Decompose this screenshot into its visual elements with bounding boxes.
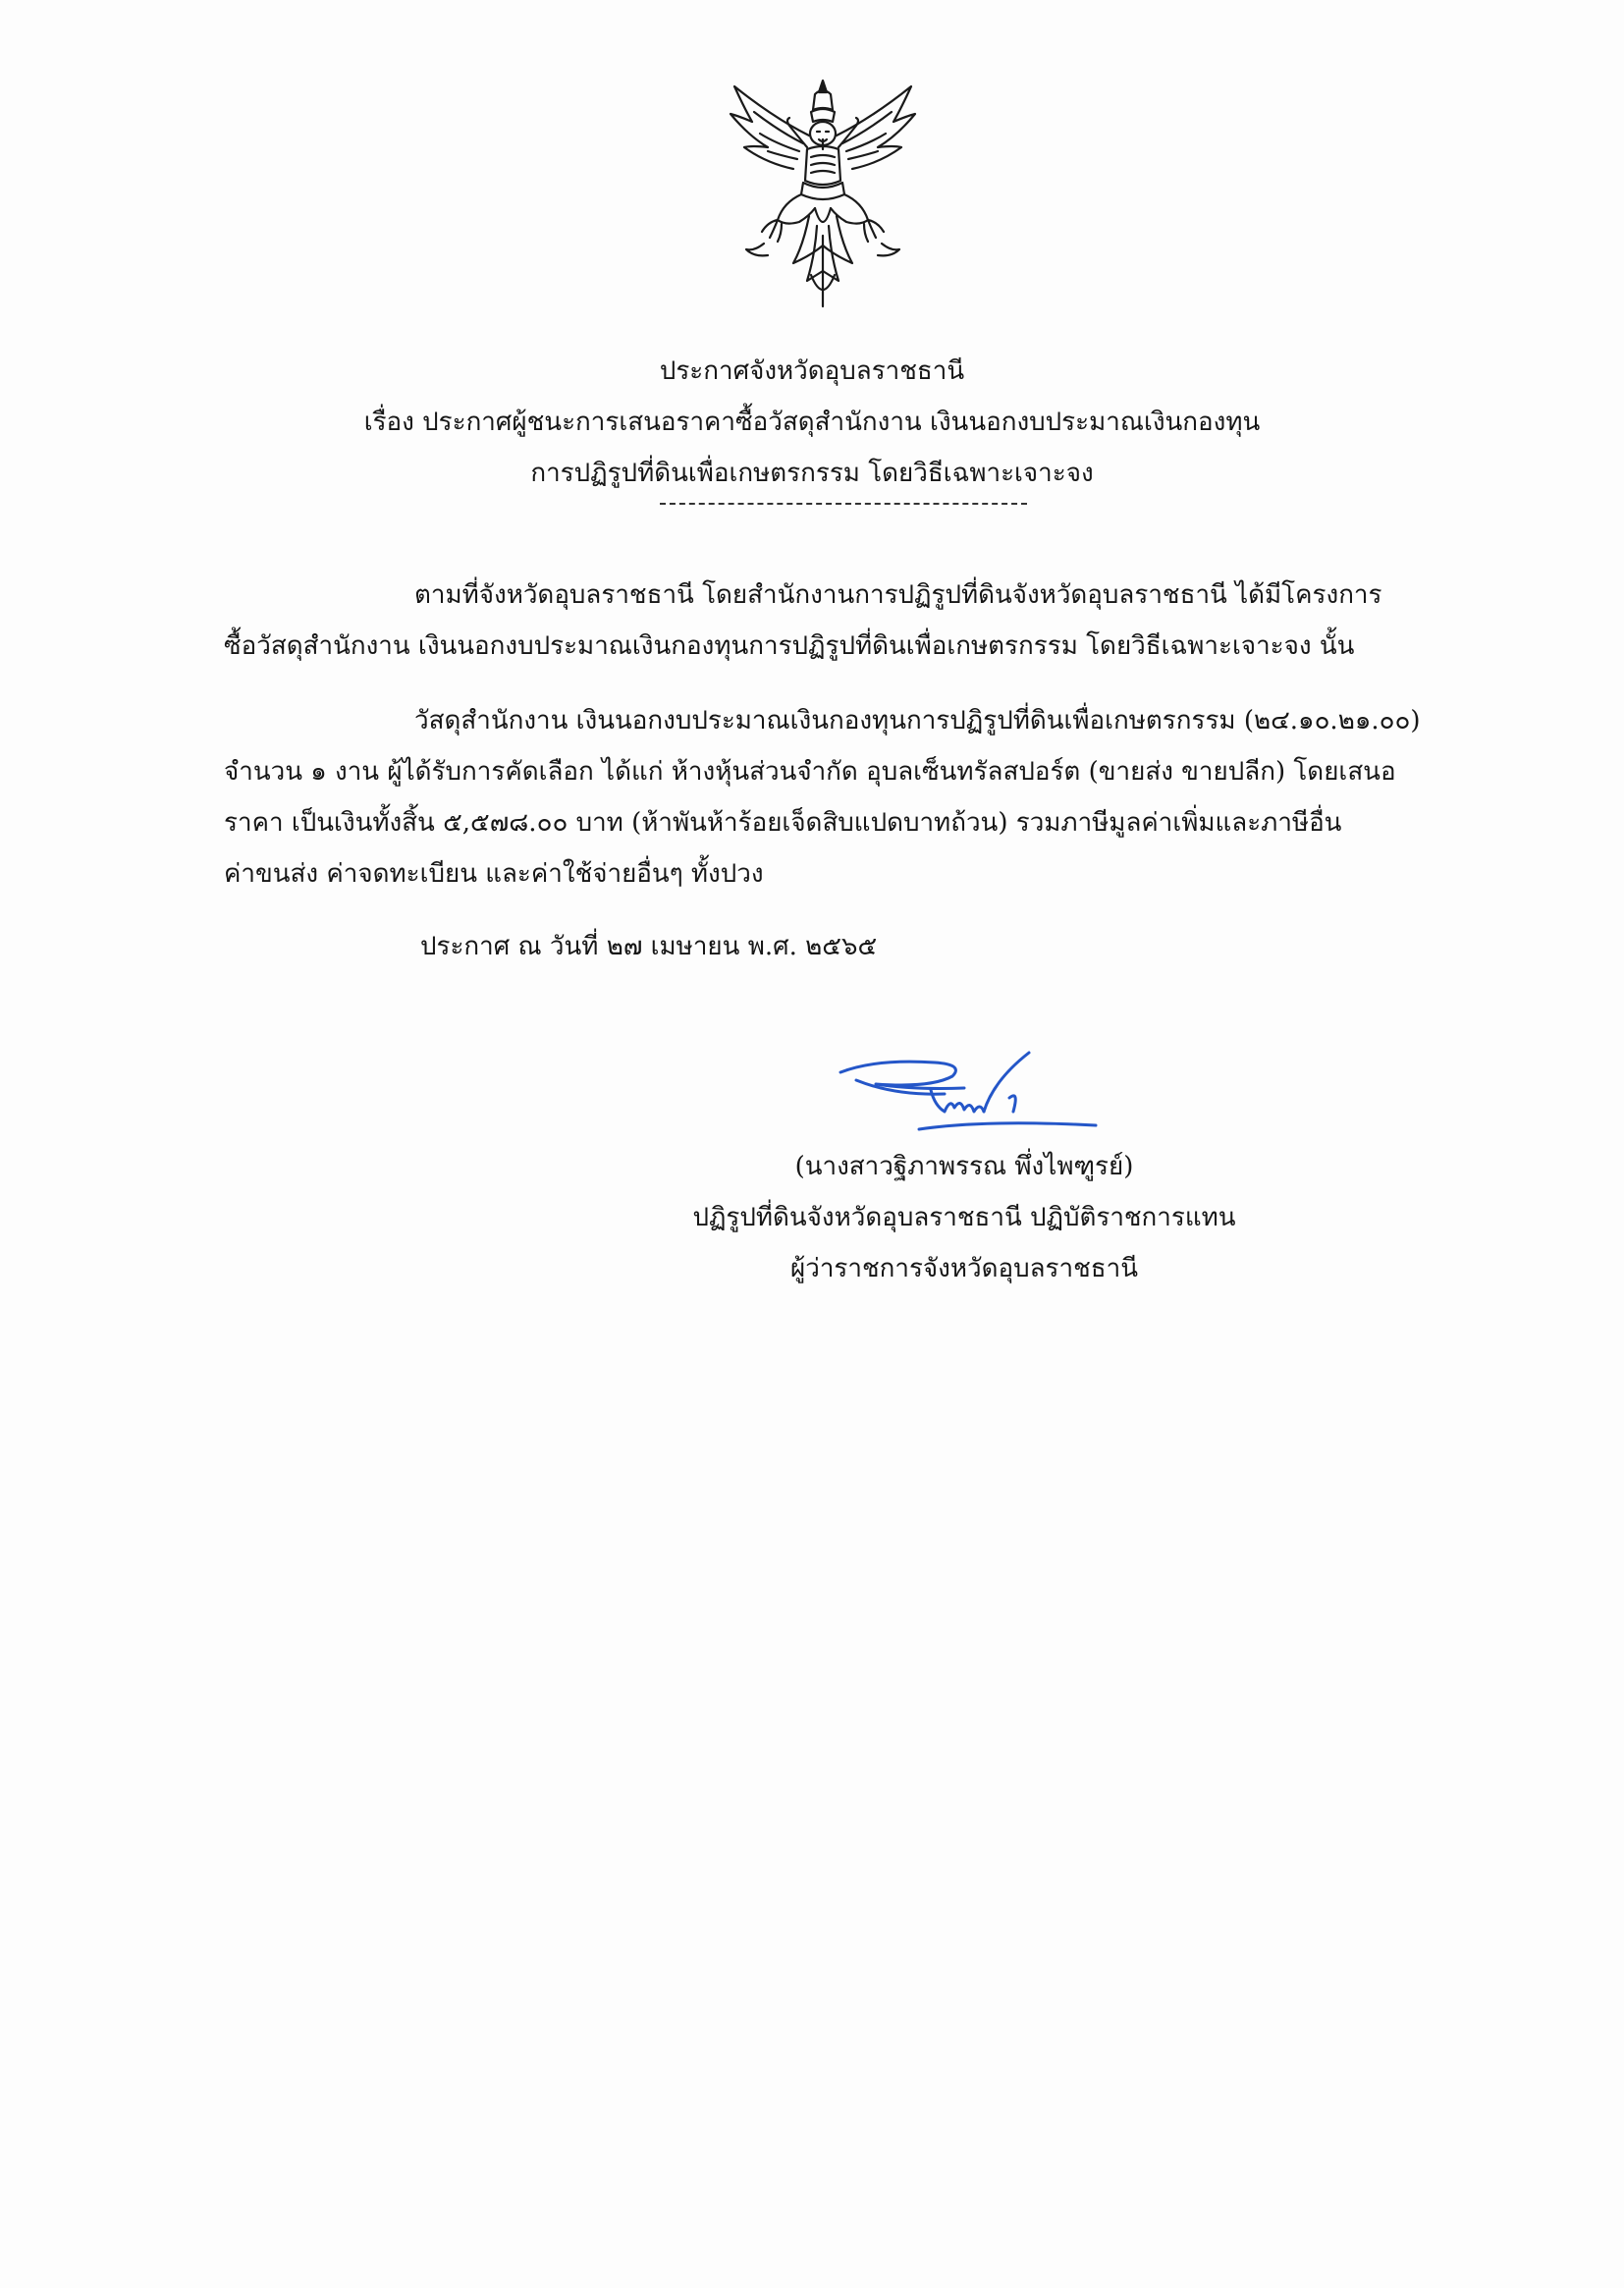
paragraph-2-line-2: จำนวน ๑ งาน ผู้ได้รับการคัดเลือก ได้แก่ ห้างหุ้นส่วนจำกัด อุบลเซ็นทรัลสปอร์ต (ขายส่ง ขายปลีก) โดยเสนอ [224,757,1396,787]
garuda-emblem-icon [725,79,921,314]
paragraph-2-line-1: วัสดุสำนักงาน เงินนอกงบประมาณเงินกองทุนการปฏิรูปที่ดินเพื่อเกษตรกรรม (๒๔.๑๐.๒๑.๐๐) [414,706,1421,735]
announcement-title: ประกาศจังหวัดอุบลราชธานี [659,356,965,386]
signatory-name: (นางสาวฐิภาพรรณ พึ่งไพฑูรย์) [794,1152,1134,1181]
paragraph-2-line-3: ราคา เป็นเงินทั้งสิ้น ๕,๕๗๘.๐๐ บาท (ห้าพันห้าร้อยเจ็ดสิบแปดบาทถ้วน) รวมภาษีมูลค่าเพิ่มและภาษีอื่น [224,808,1342,838]
paragraph-1-line-1: ตามที่จังหวัดอุบลราชธานี โดยสำนักงานการปฏิรูปที่ดินจังหวัดอุบลราชธานี ได้มีโครงการ [414,580,1382,610]
paragraph-2-line-4: ค่าขนส่ง ค่าจดทะเบียน และค่าใช้จ่ายอื่นๆ ทั้งปวง [224,859,764,889]
signatory-acting-for: ผู้ว่าราชการจังหวัดอุบลราชธานี [789,1254,1138,1283]
paragraph-1-line-2: ซื้อวัสดุสำนักงาน เงินนอกงบประมาณเงินกองทุนการปฏิรูปที่ดินเพื่อเกษตรกรรม โดยวิธีเฉพาะเจาะจง นั้น [224,631,1355,661]
handwritten-signature [837,1051,1102,1139]
announcement-date: ประกาศ ณ วันที่ ๒๗ เมษายน พ.ศ. ๒๕๖๕ [420,932,878,961]
title-divider [660,503,1027,505]
announcement-subject: เรื่อง ประกาศผู้ชนะการเสนอราคาซื้อวัสดุสำนักงาน เงินนอกงบประมาณเงินกองทุน [363,408,1261,437]
announcement-subject-continued: การปฏิรูปที่ดินเพื่อเกษตรกรรม โดยวิธีเฉพาะเจาะจง [530,459,1094,488]
signatory-position: ปฏิรูปที่ดินจังหวัดอุบลราชธานี ปฏิบัติราชการแทน [692,1203,1236,1232]
